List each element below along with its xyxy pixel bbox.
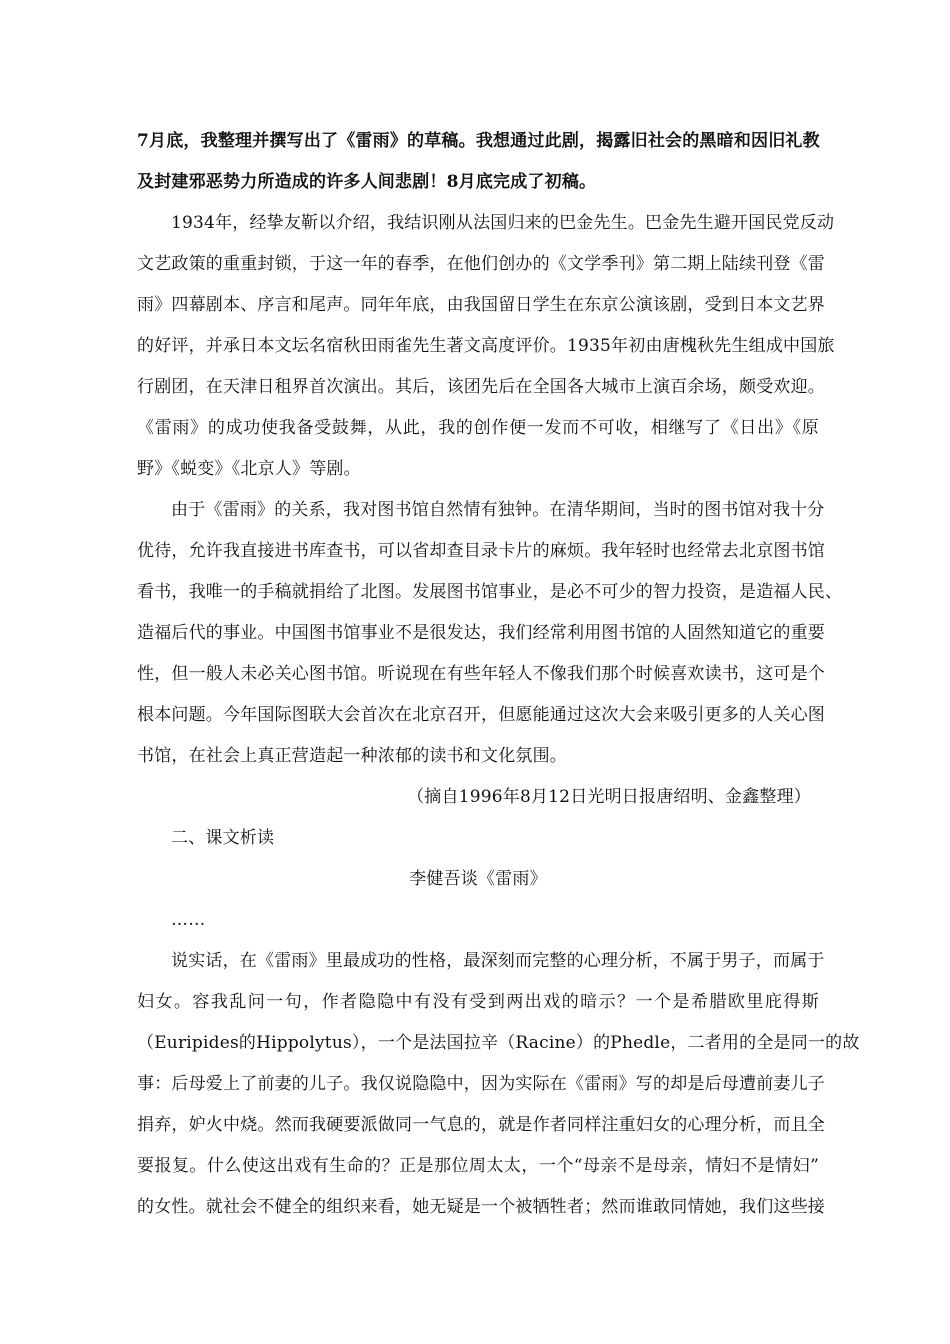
section-heading: 二、课文析读 — [171, 828, 275, 848]
text-line: 根本问题。今年国际图联大会首次在北京召开，但愿能通过这次大会来吸引更多的人关心图 — [137, 705, 825, 725]
text-line: 性，但一般人未必关心图书馆。听说现在有些年轻人不像我们那个时候喜欢读书，这可是个 — [137, 664, 825, 684]
text-line: 由于《雷雨》的关系，我对图书馆自然情有独钟。在清华期间，当时的图书馆对我十分 — [171, 500, 825, 520]
article-title: 李健吾谈《雷雨》 — [409, 869, 547, 889]
text-line: 事：后母爱上了前妻的儿子。我仅说隐隐中，因为实际在《雷雨》写的却是后母遭前妻儿子 — [137, 1074, 825, 1094]
text-line: 书馆，在社会上真正营造起一种浓郁的读书和文化氛围。 — [137, 746, 567, 766]
text-line: 的女性。就社会不健全的组织来看，她无疑是一个被牺牲者；然而谁敢同情她，我们这些接 — [137, 1197, 825, 1217]
document-page — [137, 121, 860, 1228]
text-line: 优待，允许我直接进书库查书，可以省却查目录卡片的麻烦。我年轻时也经常去北京图书馆 — [137, 541, 825, 561]
text-line: 《雷雨》的成功使我备受鼓舞，从此，我的创作便一发而不可收，相继写了《日出》《原 — [137, 418, 819, 438]
text-line: 的好评，并承日本文坛名宿秋田雨雀先生著文高度评价。1935年初由唐槐秋先生组成中国旅 — [137, 336, 835, 356]
text-line: 文艺政策的重重封锁，于这一年的春季，在他们创办的《文学季刊》第二期上陆续刊登《雷 — [137, 254, 825, 274]
text-line: 造福后代的事业。中国图书馆事业不是很发达，我们经常利用图书馆的人固然知道它的重要 — [137, 623, 825, 643]
source-note: （摘自1996年8月12日光明日报唐绍明、金鑫整理） — [407, 787, 811, 807]
text-line: 说实话，在《雷雨》里最成功的性格，最深刻而完整的心理分析，不属于男子，而属于 — [171, 951, 825, 971]
text-line: 妇女。容我乱问一句，作者隐隐中有没有受到两出戏的暗示？一个是希腊欧里庇得斯 — [137, 992, 819, 1012]
text-line: 捐弃，妒火中烧。然而我硬要派做同一气息的，就是作者同样注重妇女的心理分析，而且全 — [137, 1115, 825, 1135]
text-line: 野》《蜕变》《北京人》等剧。 — [137, 459, 361, 479]
text-line: 7月底，我整理并撰写出了《雷雨》的草稿。我想通过此剧，揭露旧社会的黑暗和因旧礼教 — [137, 131, 820, 151]
text-line: 要报复。什么使这出戏有生命的？正是那位周太太，一个“母亲不是母亲，情妇不是情妇” — [137, 1156, 819, 1176]
text-line: （Euripides的Hippolytus），一个是法国拉辛（Racine）的Phedle，二者用的全是同一的故 — [137, 1033, 860, 1053]
text-line: 及封建邪恶势力所造成的许多人间悲剧！8月底完成了初稿。 — [137, 172, 597, 192]
text-line: 看书，我唯一的手稿就捐给了北图。发展图书馆事业，是必不可少的智力投资，是造福人民、 — [137, 582, 843, 602]
text-line: 雨》四幕剧本、序言和尾声。同年年底，由我国留日学生在东京公演该剧，受到日本文艺界 — [137, 295, 825, 315]
text-line: 行剧团，在天津日租界首次演出。其后，该团先后在全国各大城市上演百余场，颇受欢迎。 — [137, 377, 825, 397]
ellipsis: …… — [171, 910, 206, 930]
text-line: 1934年，经挚友靳以介绍，我结识刚从法国归来的巴金先生。巴金先生避开国民党反动 — [171, 213, 835, 233]
